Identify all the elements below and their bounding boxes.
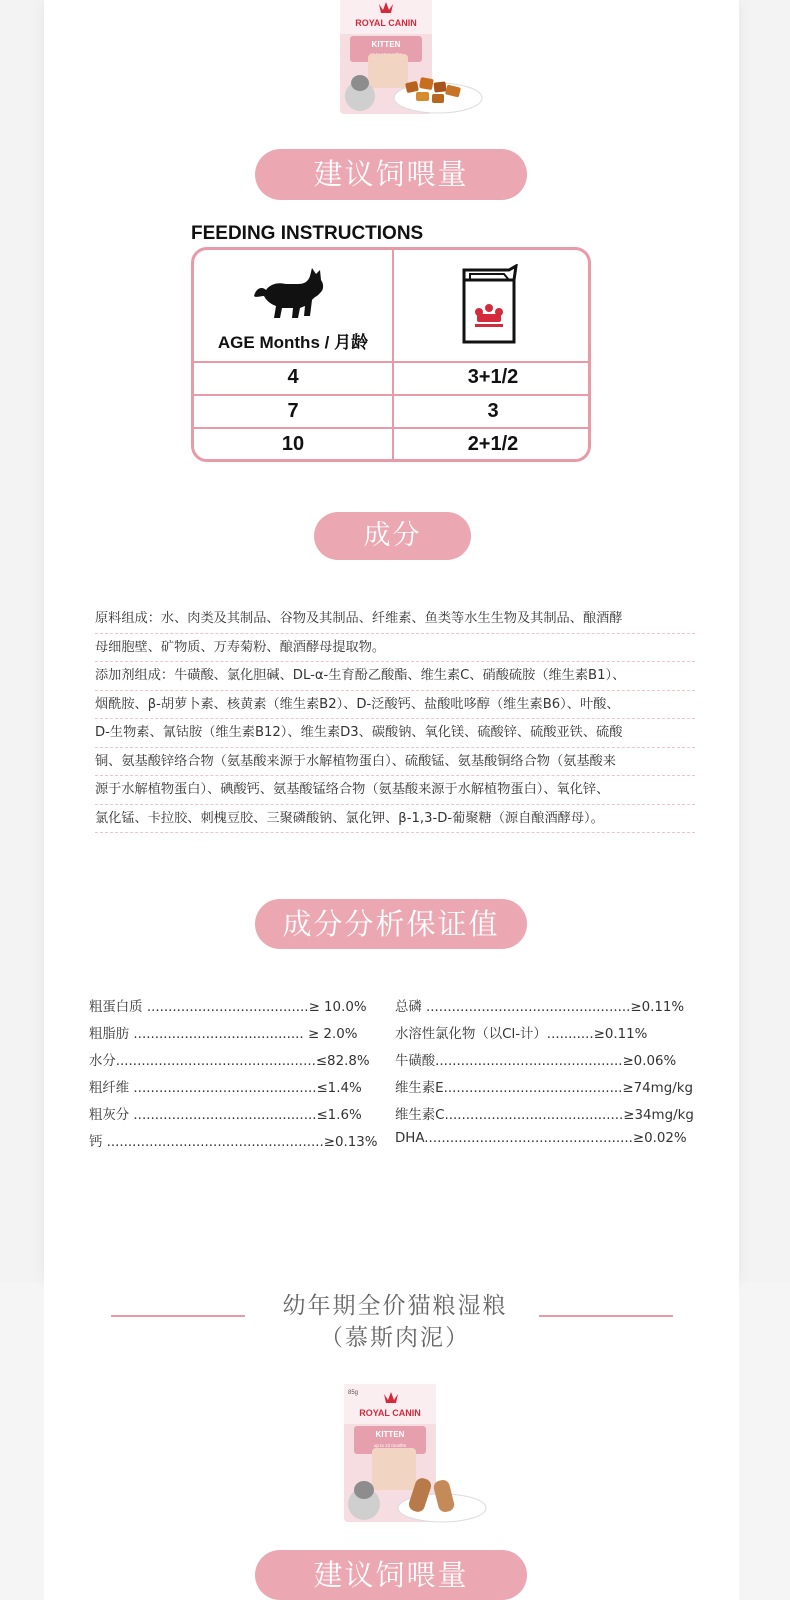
analysis-right-row: 牛磺酸............................................≥0.06%	[395, 1054, 677, 1069]
feeding-age-cell: 10	[281, 433, 305, 455]
feeding-amount-cell: 3	[487, 400, 499, 422]
analysis-right-row: DHA.................................................≥0.02%	[395, 1131, 687, 1146]
analysis-heading-pill	[255, 899, 527, 949]
product2-title-line1: 幼年期全价猫粮湿粮	[282, 1293, 508, 1319]
analysis-right-row: 维生素E..........................................≥74mg/kg	[395, 1081, 693, 1096]
product2-title	[246, 1290, 544, 1354]
pouch-variant: KITTEN	[371, 40, 401, 49]
product-pouch-mousse-image	[342, 1382, 492, 1527]
pouch-weight: 85g	[348, 1390, 359, 1396]
feeding-instructions-title: FEEDING INSTRUCTIONS	[191, 223, 424, 244]
table-divider	[194, 427, 588, 429]
title-rule-left	[111, 1315, 245, 1317]
ingredients-line: 烟酰胺、β-胡萝卜素、核黄素（维生素B2）、D-泛酸钙、盐酸吡哆醇（维生素B6）、叶酸、	[95, 691, 695, 720]
analysis-left-row: 钙 ...................................................≥0.13%	[89, 1135, 378, 1150]
analysis-right-row: 水溶性氯化物（以Cl-计）...........≥0.11%	[395, 1027, 648, 1042]
feeding-heading: 建议饲喂量	[313, 157, 469, 191]
table-divider	[194, 394, 588, 396]
analysis-right-row: 总磷 ................................................≥0.11%	[395, 1000, 685, 1015]
analysis-right-row: 维生素C..........................................≥34mg/kg	[395, 1108, 694, 1123]
ingredients-line: 源于水解植物蛋白）、碘酸钙、氨基酸锰络合物（氨基酸来源于水解植物蛋白）、氧化锌、	[95, 776, 695, 805]
title-rule-right	[539, 1315, 673, 1317]
kitten-silhouette-icon	[252, 266, 328, 324]
age-label: AGE Months / 月龄	[217, 333, 369, 352]
ingredients-line: 添加剂组成：牛磺酸、氯化胆碱、DL-α-生育酚乙酸酯、维生素C、硝酸硫胺（维生素B1）、	[95, 662, 695, 691]
pouch-brand: ROYAL CANIN	[355, 18, 417, 28]
feeding-age-cell: 4	[287, 366, 299, 388]
analysis-left-row: 粗纤维 ...........................................≤1.4%	[89, 1081, 362, 1096]
analysis-left-row: 粗蛋白质 ......................................≥ 10.0%	[89, 1000, 367, 1015]
product2-title-line2: （慕斯肉泥）	[320, 1325, 470, 1351]
feeding-heading-pill	[255, 149, 527, 200]
ingredients-line: 母细胞壁、矿物质、万寿菊粉、酿酒酵母提取物。	[95, 634, 695, 663]
feeding-heading: 建议饲喂量	[313, 1558, 469, 1592]
ingredients-line: 铜、氨基酸锌络合物（氨基酸来源于水解植物蛋白）、硫酸锰、氨基酸铜络合物（氨基酸来	[95, 748, 695, 777]
ingredients-heading-pill	[314, 512, 471, 560]
analysis-left-row: 粗灰分 ...........................................≤1.6%	[89, 1108, 362, 1123]
table-divider	[194, 361, 588, 363]
ingredients-heading: 成分	[363, 520, 422, 551]
ingredients-line: 原料组成：水、肉类及其制品、谷物及其制品、纤维素、鱼类等水生生物及其制品、酿酒酵	[95, 605, 695, 634]
pouch-sub: up to 12 months	[373, 1443, 407, 1448]
ingredients-line: D-生物素、氰钴胺（维生素B12）、维生素D3、碳酸钠、氧化镁、硫酸锌、硫酸亚铁、硫酸	[95, 719, 695, 748]
analysis-left-row: 粗脂肪 ........................................ ≥ 2.0%	[89, 1027, 358, 1042]
analysis-left-row: 水分...............................................≤82.8%	[89, 1054, 370, 1069]
pouch-brand: ROYAL CANIN	[359, 1408, 421, 1418]
feeding-table	[191, 247, 591, 462]
feeding-age-cell: 7	[287, 400, 299, 422]
feeding-amount-cell: 3+1/2	[467, 366, 519, 388]
feeding-heading-pill-2	[255, 1550, 527, 1600]
ingredients-line: 氯化锰、卡拉胶、刺槐豆胶、三聚磷酸钠、氯化钾、β-1,3-D-葡聚糖（源自酿酒酵母）。	[95, 805, 695, 834]
ingredients-text	[95, 605, 695, 833]
feeding-amount-cell: 2+1/2	[467, 433, 519, 455]
analysis-heading: 成分分析保证值	[282, 907, 500, 941]
pouch-variant: KITTEN	[375, 1430, 405, 1439]
pouch-icon	[459, 264, 521, 346]
product-pouch-jelly-image	[336, 0, 486, 122]
